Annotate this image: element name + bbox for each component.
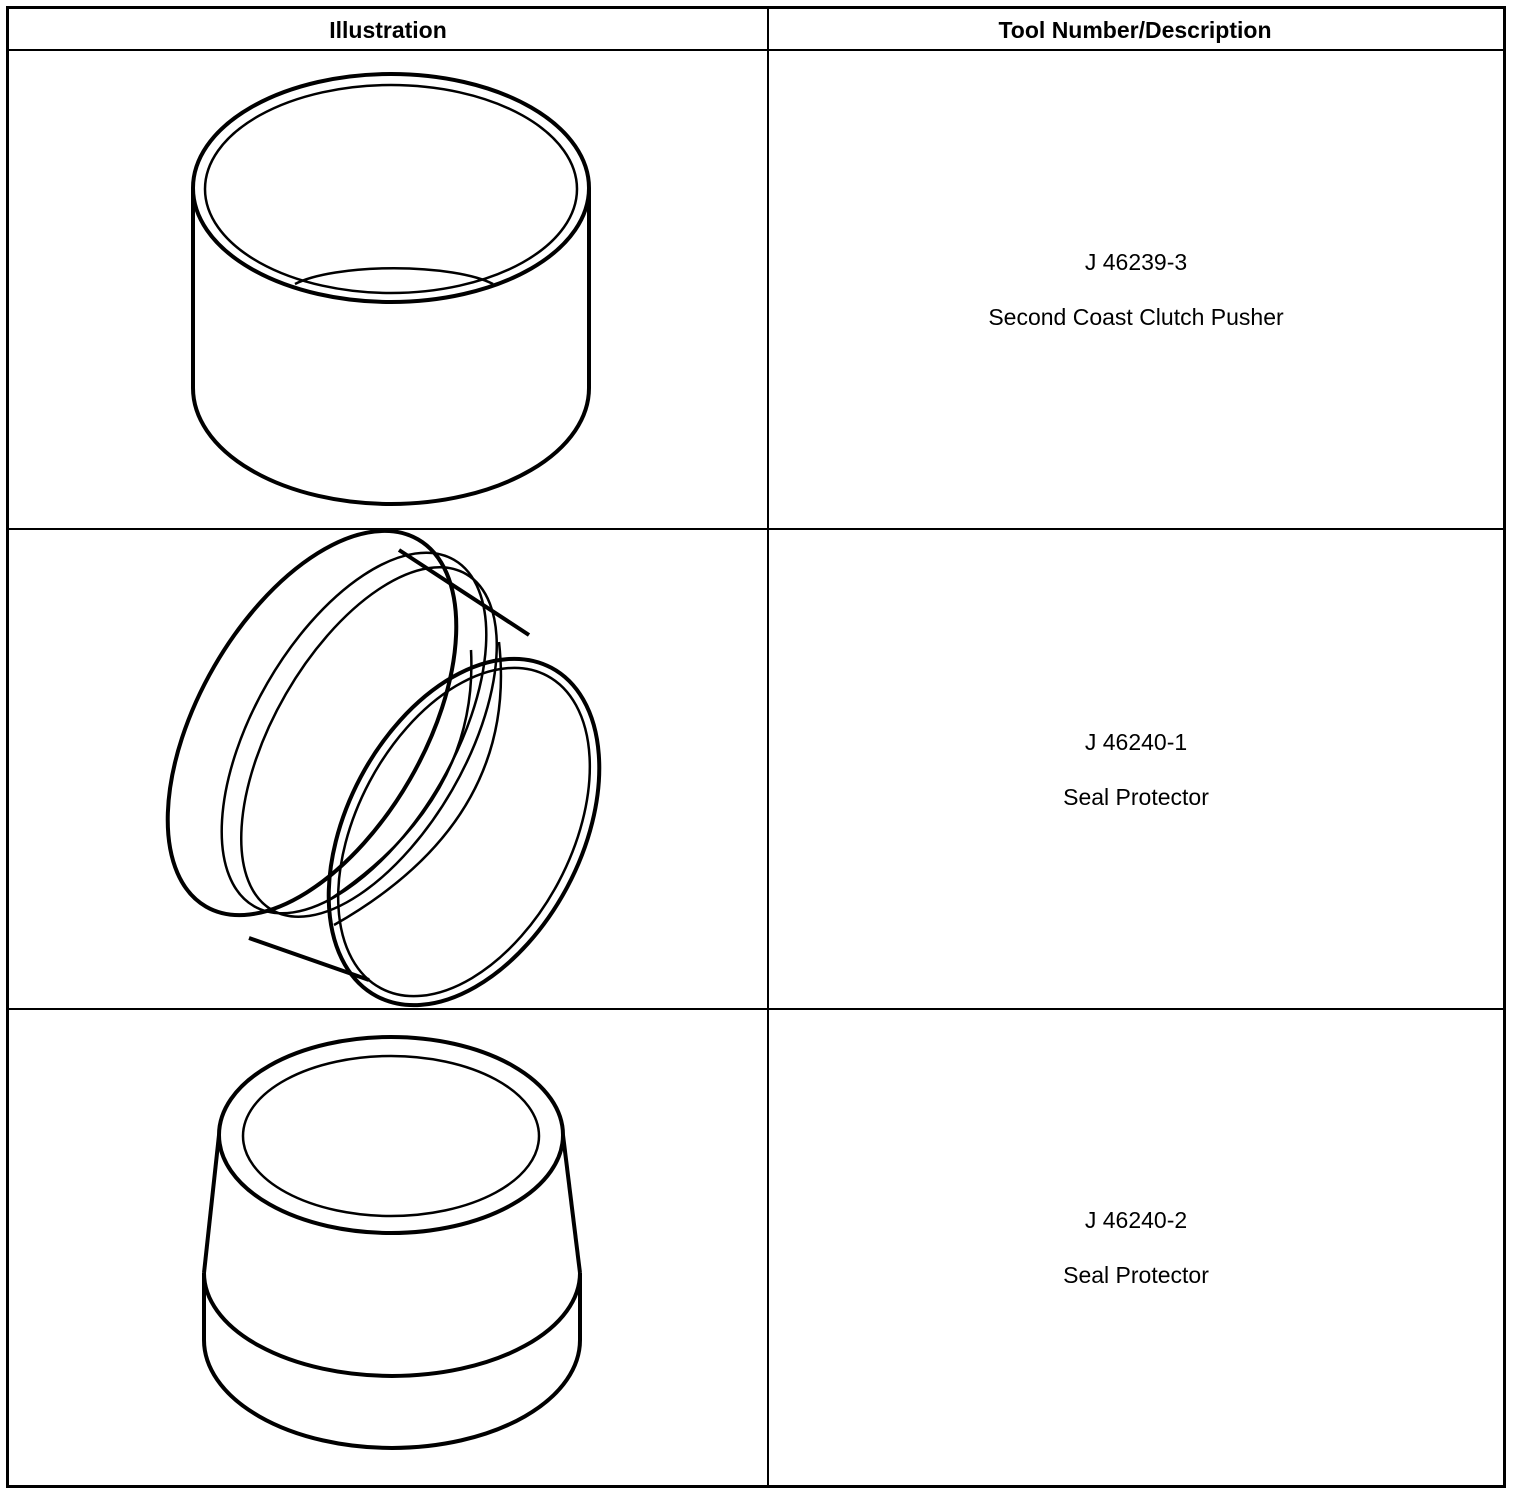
cylinder-ring-pusher-icon [9, 51, 767, 528]
tool-description: Seal Protector [1063, 1262, 1209, 1288]
illustration-cell [9, 51, 767, 528]
tool-description-cell [769, 1010, 1503, 1485]
illustration-cell [9, 1010, 767, 1485]
header-tool-number-description: Tool Number/Description [998, 16, 1272, 43]
tool-table [6, 6, 1506, 1488]
tool-number: J 46240-1 [1084, 728, 1188, 755]
illustration-cell [9, 530, 767, 1008]
tilted-seal-sleeve-icon [9, 530, 767, 1008]
tool-description-cell [769, 51, 1503, 528]
table-row [9, 51, 1503, 528]
table-row [9, 530, 1503, 1008]
header-illustration: Illustration [329, 16, 447, 43]
tool-number: J 46240-2 [1084, 1207, 1188, 1233]
tool-description: Seal Protector [1063, 783, 1209, 810]
table-row [9, 1010, 1503, 1485]
tapered-seal-cup-icon [9, 1010, 767, 1485]
tool-description: Second Coast Clutch Pusher [988, 304, 1284, 330]
tool-description-cell [769, 530, 1503, 1008]
tool-number: J 46239-3 [1084, 249, 1188, 275]
